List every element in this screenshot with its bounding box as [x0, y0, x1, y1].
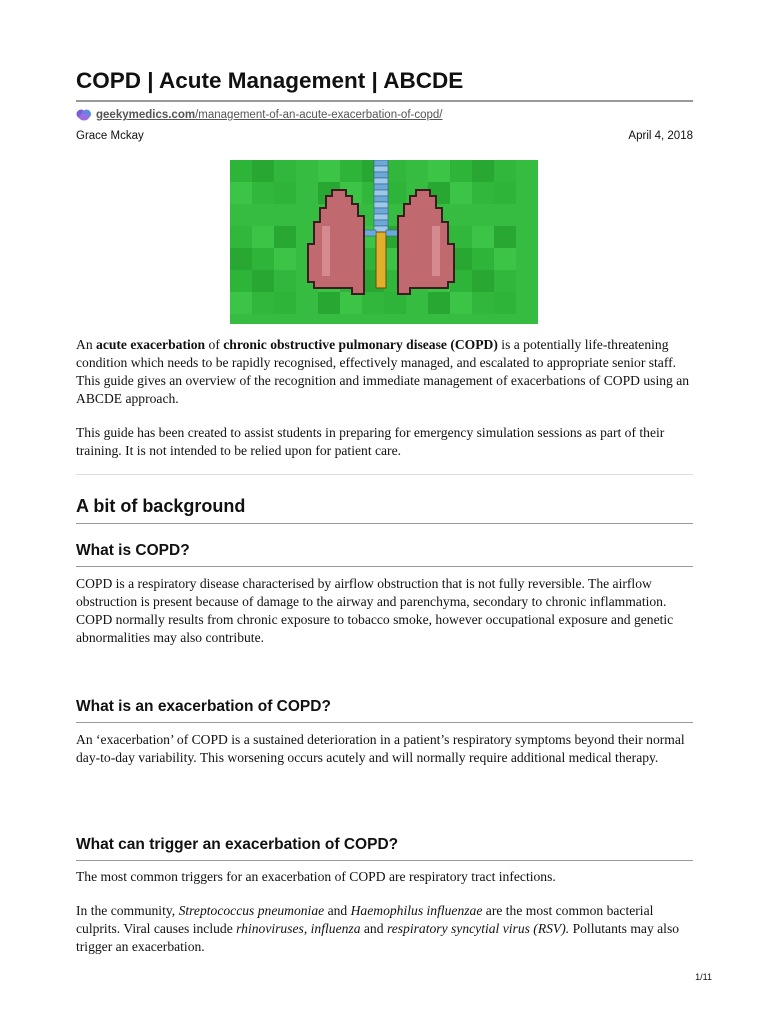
bg-tile [362, 292, 384, 314]
bg-tile [472, 204, 494, 226]
bg-tile [516, 248, 538, 270]
bg-tile [494, 160, 516, 182]
lungs-illustration [230, 160, 538, 324]
heading-exacerbation: What is an exacerbation of COPD? [76, 697, 693, 723]
bg-tile [384, 314, 406, 324]
trachea-segment [374, 220, 388, 226]
bg-tile [274, 182, 296, 204]
bg-tile [516, 160, 538, 182]
bg-tile [472, 270, 494, 292]
bg-tile [274, 160, 296, 182]
bg-tile [494, 226, 516, 248]
paragraph-what-is-copd: COPD is a respiratory disease characterised by airflow obstruction that is not fully reversible. The airflow obstruction is present because of damage to the airway and parenchyma, secondary to chronic inflammation. COPD normally results from chronic exposure to tobacco smoke, however occupational exposure and genetic abnormalities may also contribute. [76, 576, 674, 645]
section-divider [76, 474, 693, 475]
bg-tile [230, 248, 252, 270]
bg-tile [450, 160, 472, 182]
bg-tile [494, 182, 516, 204]
right-lung-highlight [432, 226, 440, 276]
bg-tile [252, 314, 274, 324]
bg-tile [252, 160, 274, 182]
bg-tile [340, 314, 362, 324]
trachea-segment [374, 202, 388, 208]
bg-tile [516, 226, 538, 248]
bg-tile [318, 314, 340, 324]
bg-tile [274, 292, 296, 314]
hero-lungs-image [230, 160, 538, 324]
source-path-link[interactable]: /management-of-an-acute-exacerbation-of-copd/ [195, 109, 443, 121]
brain-icon [76, 108, 92, 122]
bg-tile [252, 248, 274, 270]
trachea-segment [374, 190, 388, 196]
bg-tile [494, 270, 516, 292]
bg-tile [384, 292, 406, 314]
bg-tile [296, 160, 318, 182]
bg-tile [494, 314, 516, 324]
bg-tile [296, 182, 318, 204]
bg-tile [472, 292, 494, 314]
trachea-segment [374, 166, 388, 172]
bg-tile [472, 248, 494, 270]
publish-date: April 4, 2018 [628, 130, 693, 142]
trachea-segment [374, 178, 388, 184]
trachea-segment [374, 184, 388, 190]
page-number: 1/11 [695, 972, 712, 982]
paragraph-exacerbation: An ‘exacerbation’ of COPD is a sustained deterioration in a patient’s respiratory symptoms beyond their normal day-to-day variability. This worsening occurs acutely and will normally require additional medical therapy. [76, 732, 685, 765]
trachea-segment [374, 196, 388, 202]
bg-tile [340, 160, 362, 182]
bg-tile [472, 226, 494, 248]
bg-tile [252, 204, 274, 226]
intro-paragraph-2: This guide has been created to assist students in preparing for emergency simulation sessions as part of their training. It is not intended to be relied upon for patient care. [76, 425, 665, 458]
bg-tile [252, 182, 274, 204]
bg-tile [230, 270, 252, 292]
bg-tile [428, 160, 450, 182]
heading-triggers: What can trigger an exacerbation of COPD? [76, 835, 693, 861]
bg-tile [406, 160, 428, 182]
bg-tile [428, 292, 450, 314]
bg-tile [406, 292, 428, 314]
bg-tile [472, 160, 494, 182]
bg-tile [274, 248, 296, 270]
bg-tile [494, 204, 516, 226]
author: Grace Mckay [76, 130, 144, 142]
bg-tile [472, 314, 494, 324]
bg-tile [516, 314, 538, 324]
bg-tile [230, 292, 252, 314]
left-lung-highlight [322, 226, 330, 276]
bg-tile [252, 226, 274, 248]
meta-row [76, 130, 693, 146]
bg-tile [516, 270, 538, 292]
bg-tile [450, 292, 472, 314]
bg-tile [516, 182, 538, 204]
bg-tile [516, 292, 538, 314]
bronchus [376, 232, 386, 288]
trachea-segment [374, 172, 388, 178]
bg-tile [230, 226, 252, 248]
bg-tile [472, 182, 494, 204]
bg-tile [494, 248, 516, 270]
bg-tile [230, 314, 252, 324]
bg-tile [516, 204, 538, 226]
paragraph-triggers-1: The most common triggers for an exacerbation of COPD are respiratory tract infections. [76, 869, 556, 884]
bg-tile [340, 292, 362, 314]
bg-tile [230, 204, 252, 226]
bg-tile [318, 160, 340, 182]
bg-tile [252, 292, 274, 314]
heading-what-is-copd: What is COPD? [76, 541, 693, 567]
paragraph-triggers-2: In the community, Streptococcus pneumoniae and Haemophilus influenzae are the most common bacterial culprits. Viral causes include rhinoviruses, influenza and respiratory syncytial virus (RSV). Pollutants may also trigger an exacerbation. [76, 903, 680, 954]
bg-tile [252, 270, 274, 292]
source-domain-link[interactable]: geekymedics.com [96, 109, 196, 121]
bg-tile [274, 226, 296, 248]
bg-tile [274, 204, 296, 226]
bg-tile [296, 292, 318, 314]
intro-paragraph-1: An acute exacerbation of chronic obstructive pulmonary disease (COPD) is a potentially life-threatening condition which needs to be rapidly recognised, effectively managed, and escalated to appropriate senior staff. This guide gives an overview of the recognition and immediate management of exacerbations of COPD using an ABCDE approach. [76, 337, 690, 406]
page-title: COPD | Acute Management | ABCDE [76, 66, 693, 102]
bg-tile [230, 160, 252, 182]
bg-tile [362, 314, 384, 324]
bg-tile [406, 314, 428, 324]
trachea-segment [374, 160, 388, 166]
trachea-segment [374, 208, 388, 214]
bg-tile [274, 314, 296, 324]
bg-tile [450, 314, 472, 324]
section-heading-background: A bit of background [76, 494, 693, 524]
trachea-segment [374, 214, 388, 220]
source-line [76, 107, 442, 123]
bg-tile [450, 204, 472, 226]
bg-tile [230, 182, 252, 204]
bg-tile [274, 270, 296, 292]
bg-tile [318, 292, 340, 314]
bg-tile [296, 314, 318, 324]
bg-tile [450, 182, 472, 204]
bg-tile [494, 292, 516, 314]
bg-tile [428, 314, 450, 324]
